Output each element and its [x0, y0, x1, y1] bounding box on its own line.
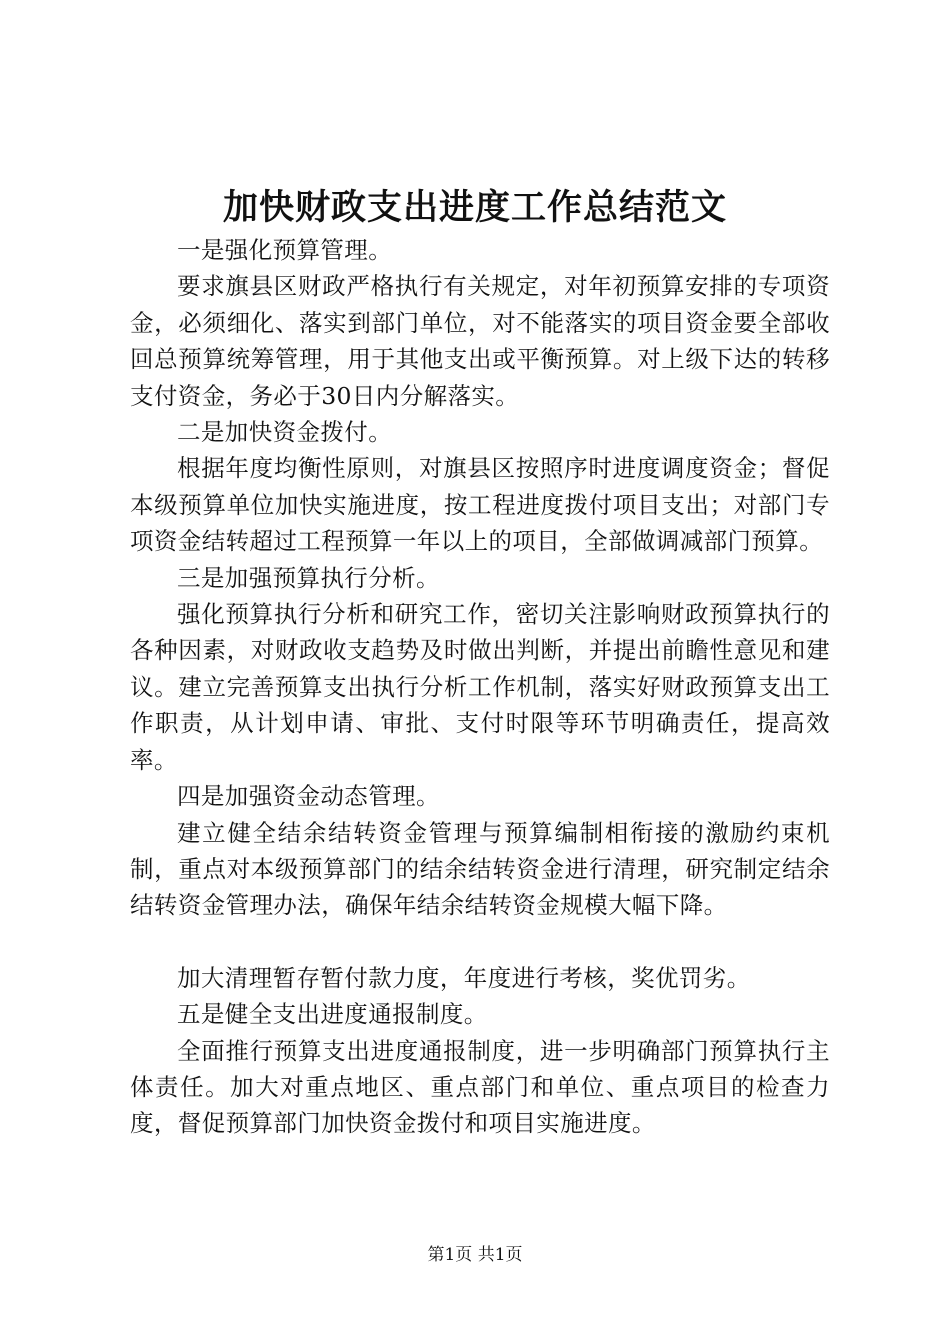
heading-paragraph-1: 一是强化预算管理。	[177, 236, 393, 264]
page-number-footer: 第1页 共1页	[427, 1245, 523, 1265]
document-body	[130, 232, 830, 1142]
body-paragraph-4: 建立健全结余结转资金管理与预算编制相衔接的激励约束机制，重点对本级预算部门的结余结转资金进行清理，研究制定结余结转资金管理办法，确保年结余结转资金规模大幅下降。	[130, 818, 830, 920]
heading-paragraph-3: 三是加强预算执行分析。	[177, 563, 440, 592]
body-paragraph-5: 加大清理暂存暂付款力度，年度进行考核，奖优罚劣。	[177, 963, 751, 992]
document-title: 加快财政支出进度工作总结范文	[222, 187, 727, 228]
heading-paragraph-4: 四是加强资金动态管理。	[177, 782, 440, 811]
heading-paragraph-5: 五是健全支出进度通报制度。	[177, 1000, 488, 1029]
heading-paragraph-2: 二是加快资金拨付。	[177, 418, 393, 447]
body-paragraph-1: 要求旗县区财政严格执行有关规定，对年初预算安排的专项资金，必须细化、落实到部门单位，对不能落实的项目资金要全部收回总预算统筹管理，用于其他支出或平衡预算。对上级下达的转移支付资金，务必于30日内分解落实。	[130, 272, 830, 410]
body-paragraph-3: 强化预算执行分析和研究工作，密切关注影响财政预算执行的各种因素，对财政收支趋势及时做出判断，并提出前瞻性意见和建议。建立完善预算支出执行分析工作机制，落实好财政预算支出工作职责，从计划申请、审批、支付时限等环节明确责任，提高效率。	[130, 600, 830, 774]
body-paragraph-6: 全面推行预算支出进度通报制度，进一步明确部门预算执行主体责任。加大对重点地区、重点部门和单位、重点项目的检查力度，督促预算部门加快资金拨付和项目实施进度。	[130, 1036, 830, 1138]
body-paragraph-2: 根据年度均衡性原则，对旗县区按照序时进度调度资金；督促本级预算单位加快实施进度，按工程进度拨付项目支出；对部门专项资金结转超过工程预算一年以上的项目，全部做调减部门预算。	[130, 454, 830, 556]
